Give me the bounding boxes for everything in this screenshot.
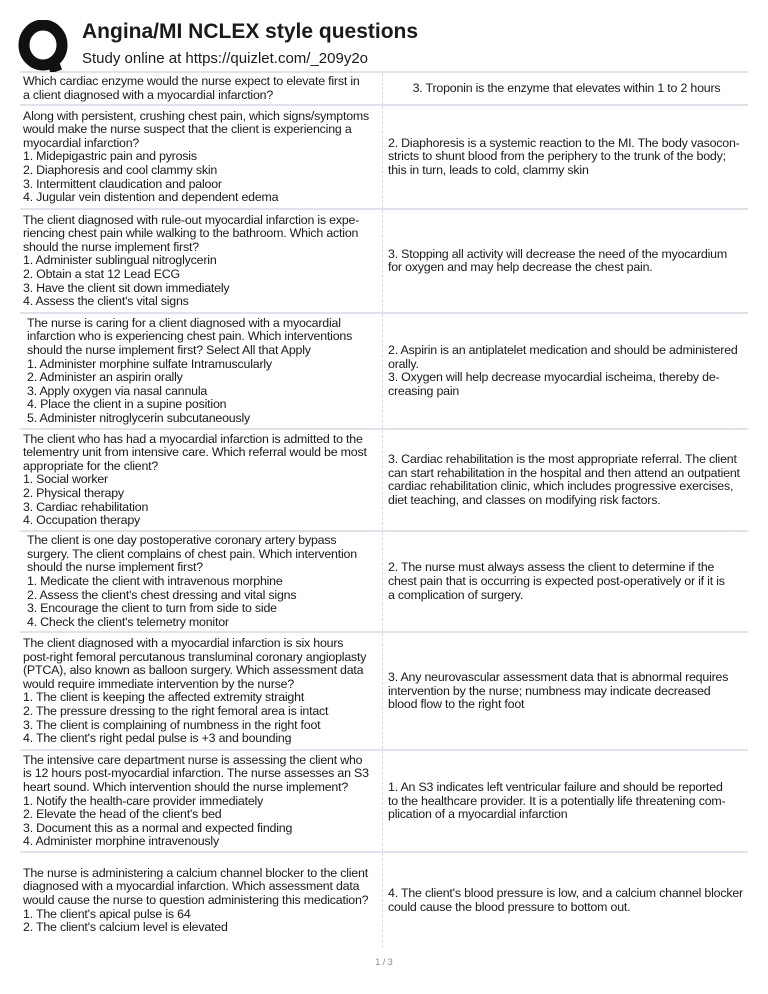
question: The client is one day postoperative coronary artery bypass surgery. The client complains of chest pain. Which intervention should the nurse implement first? 1. Medicate the client with intravenous morphine 2. Assess the client's chest dressing and vital signs 3. Encourage the client to turn from side to side 4. Check the client's telemetry monitor: [20, 531, 383, 632]
answer: 3. Any neurovascular assessment data that is abnormal requires intervention by the nurse; numbness may indicate decreased blood flow to the right foot: [383, 632, 749, 750]
card-row: [20, 72, 748, 105]
question: Which cardiac enzyme would the nurse expect to elevate first in a client diagnosed with a myocardial infarction?: [20, 72, 383, 105]
answer: 2. Diaphoresis is a systemic reaction to the MI. The body vasocon- stricts to shunt blood from the periphery to the trunk of the body; this in turn, leads to cold, clammy skin: [383, 105, 749, 209]
flashcard-table: [20, 71, 748, 948]
question: The nurse is administering a calcium channel blocker to the client diagnosed with a myocardial infarction. Which assessment data would cause the nurse to question administering this medication? 1. The client's apical pulse is 64 2. The client's calcium level is elevated: [20, 852, 383, 948]
question: The client who has had a myocardial infarction is admitted to the telementry unit from intensive care. Which referral would be most appropriate for the client? 1. Social worker 2. Physical therapy 3. Cardiac rehabilitation 4. Occupation therapy: [20, 429, 383, 531]
card-row: [20, 852, 748, 948]
card-row: [20, 632, 748, 750]
card-row: [20, 105, 748, 209]
question: The nurse is caring for a client diagnosed with a myocardial infarction who is experiencing chest pain. Which interventions should the nurse implement first? Select All that Apply 1. Administer morphine sulfate Intramuscularly 2. Administer an aspirin orally 3. Apply oxygen via nasal cannula 4. Place the client in a supine position 5. Administer nitroglycerin subcutaneously: [20, 313, 383, 429]
answer: 2. Aspirin is an antiplatelet medication and should be administered orally. 3. Oxygen will help decrease myocardial ischeima, thereby de- creasing pain: [383, 313, 749, 429]
answer: 3. Cardiac rehabilitation is the most appropriate referral. The client can start rehabilitation in the hospital and then attend an outpatient cardiac rehabilitation clinic, which includes progressive exercises, diet teaching, and classes on modifying risk factors.: [383, 429, 749, 531]
question: The client diagnosed with rule-out myocardial infarction is expe- riencing chest pain while walking to the bathroom. Which action should the nurse implement first? 1. Administer sublingual nitroglycerin 2. Obtain a stat 12 Lead ECG 3. Have the client sit down immediately 4. Assess the client's vital signs: [20, 209, 383, 313]
card-row: [20, 429, 748, 531]
page-number: 1 / 3: [375, 957, 393, 968]
card-row: [20, 750, 748, 852]
study-link[interactable]: Study online at https://quizlet.com/_209y2o: [82, 50, 369, 67]
question: Along with persistent, crushing chest pain, which signs/symptoms would make the nurse suspect that the client is experiencing a myocardial infarction? 1. Midepigastric pain and pyrosis 2. Diaphoresis and cool clammy skin 3. Intermittent claudication and paloor 4. Jugular vein distention and dependent edema: [20, 105, 383, 209]
page-title: Angina/MI NCLEX style questions: [82, 20, 419, 43]
answer: 4. The client's blood pressure is low, and a calcium channel blocker could cause the blood pressure to bottom out.: [383, 852, 749, 948]
question: The intensive care department nurse is assessing the client who is 12 hours post-myocardial infarction. The nurse assesses an S3 heart sound. Which intervention should the nurse implement? 1. Notify the health-care provider immediately 2. Elevate the head of the client's bed 3. Document this as a normal and expected finding 4. Administer morphine intravenously: [20, 750, 383, 852]
card-row: [20, 209, 748, 313]
quizlet-logo-icon: [18, 20, 70, 72]
question: The client diagnosed with a myocardial infarction is six hours post-right femoral percutanous transluminal coronary angioplasty (PTCA), also known as balloon surgery. Which assessment data would require immediate intervention by the nurse? 1. The client is keeping the affected extremity straight 2. The pressure dressing to the right femoral area is intact 3. The client is complaining of numbness in the right foot 4. The client's right pedal pulse is +3 and bounding: [20, 632, 383, 750]
answer: 2. The nurse must always assess the client to determine if the chest pain that is occurring is expected post-operatively or if it is a complication of surgery.: [383, 531, 749, 632]
card-row: [20, 313, 748, 429]
card-row: [20, 531, 748, 632]
page-header: [0, 0, 768, 71]
answer: 3. Troponin is the enzyme that elevates within 1 to 2 hours: [383, 72, 749, 105]
answer: 1. An S3 indicates left ventricular failure and should be reported to the healthcare provider. It is a potentially life threatening com- plication of a myocardial infarction: [383, 750, 749, 852]
answer: 3. Stopping all activity will decrease the need of the myocardium for oxygen and may help decrease the chest pain.: [383, 209, 749, 313]
